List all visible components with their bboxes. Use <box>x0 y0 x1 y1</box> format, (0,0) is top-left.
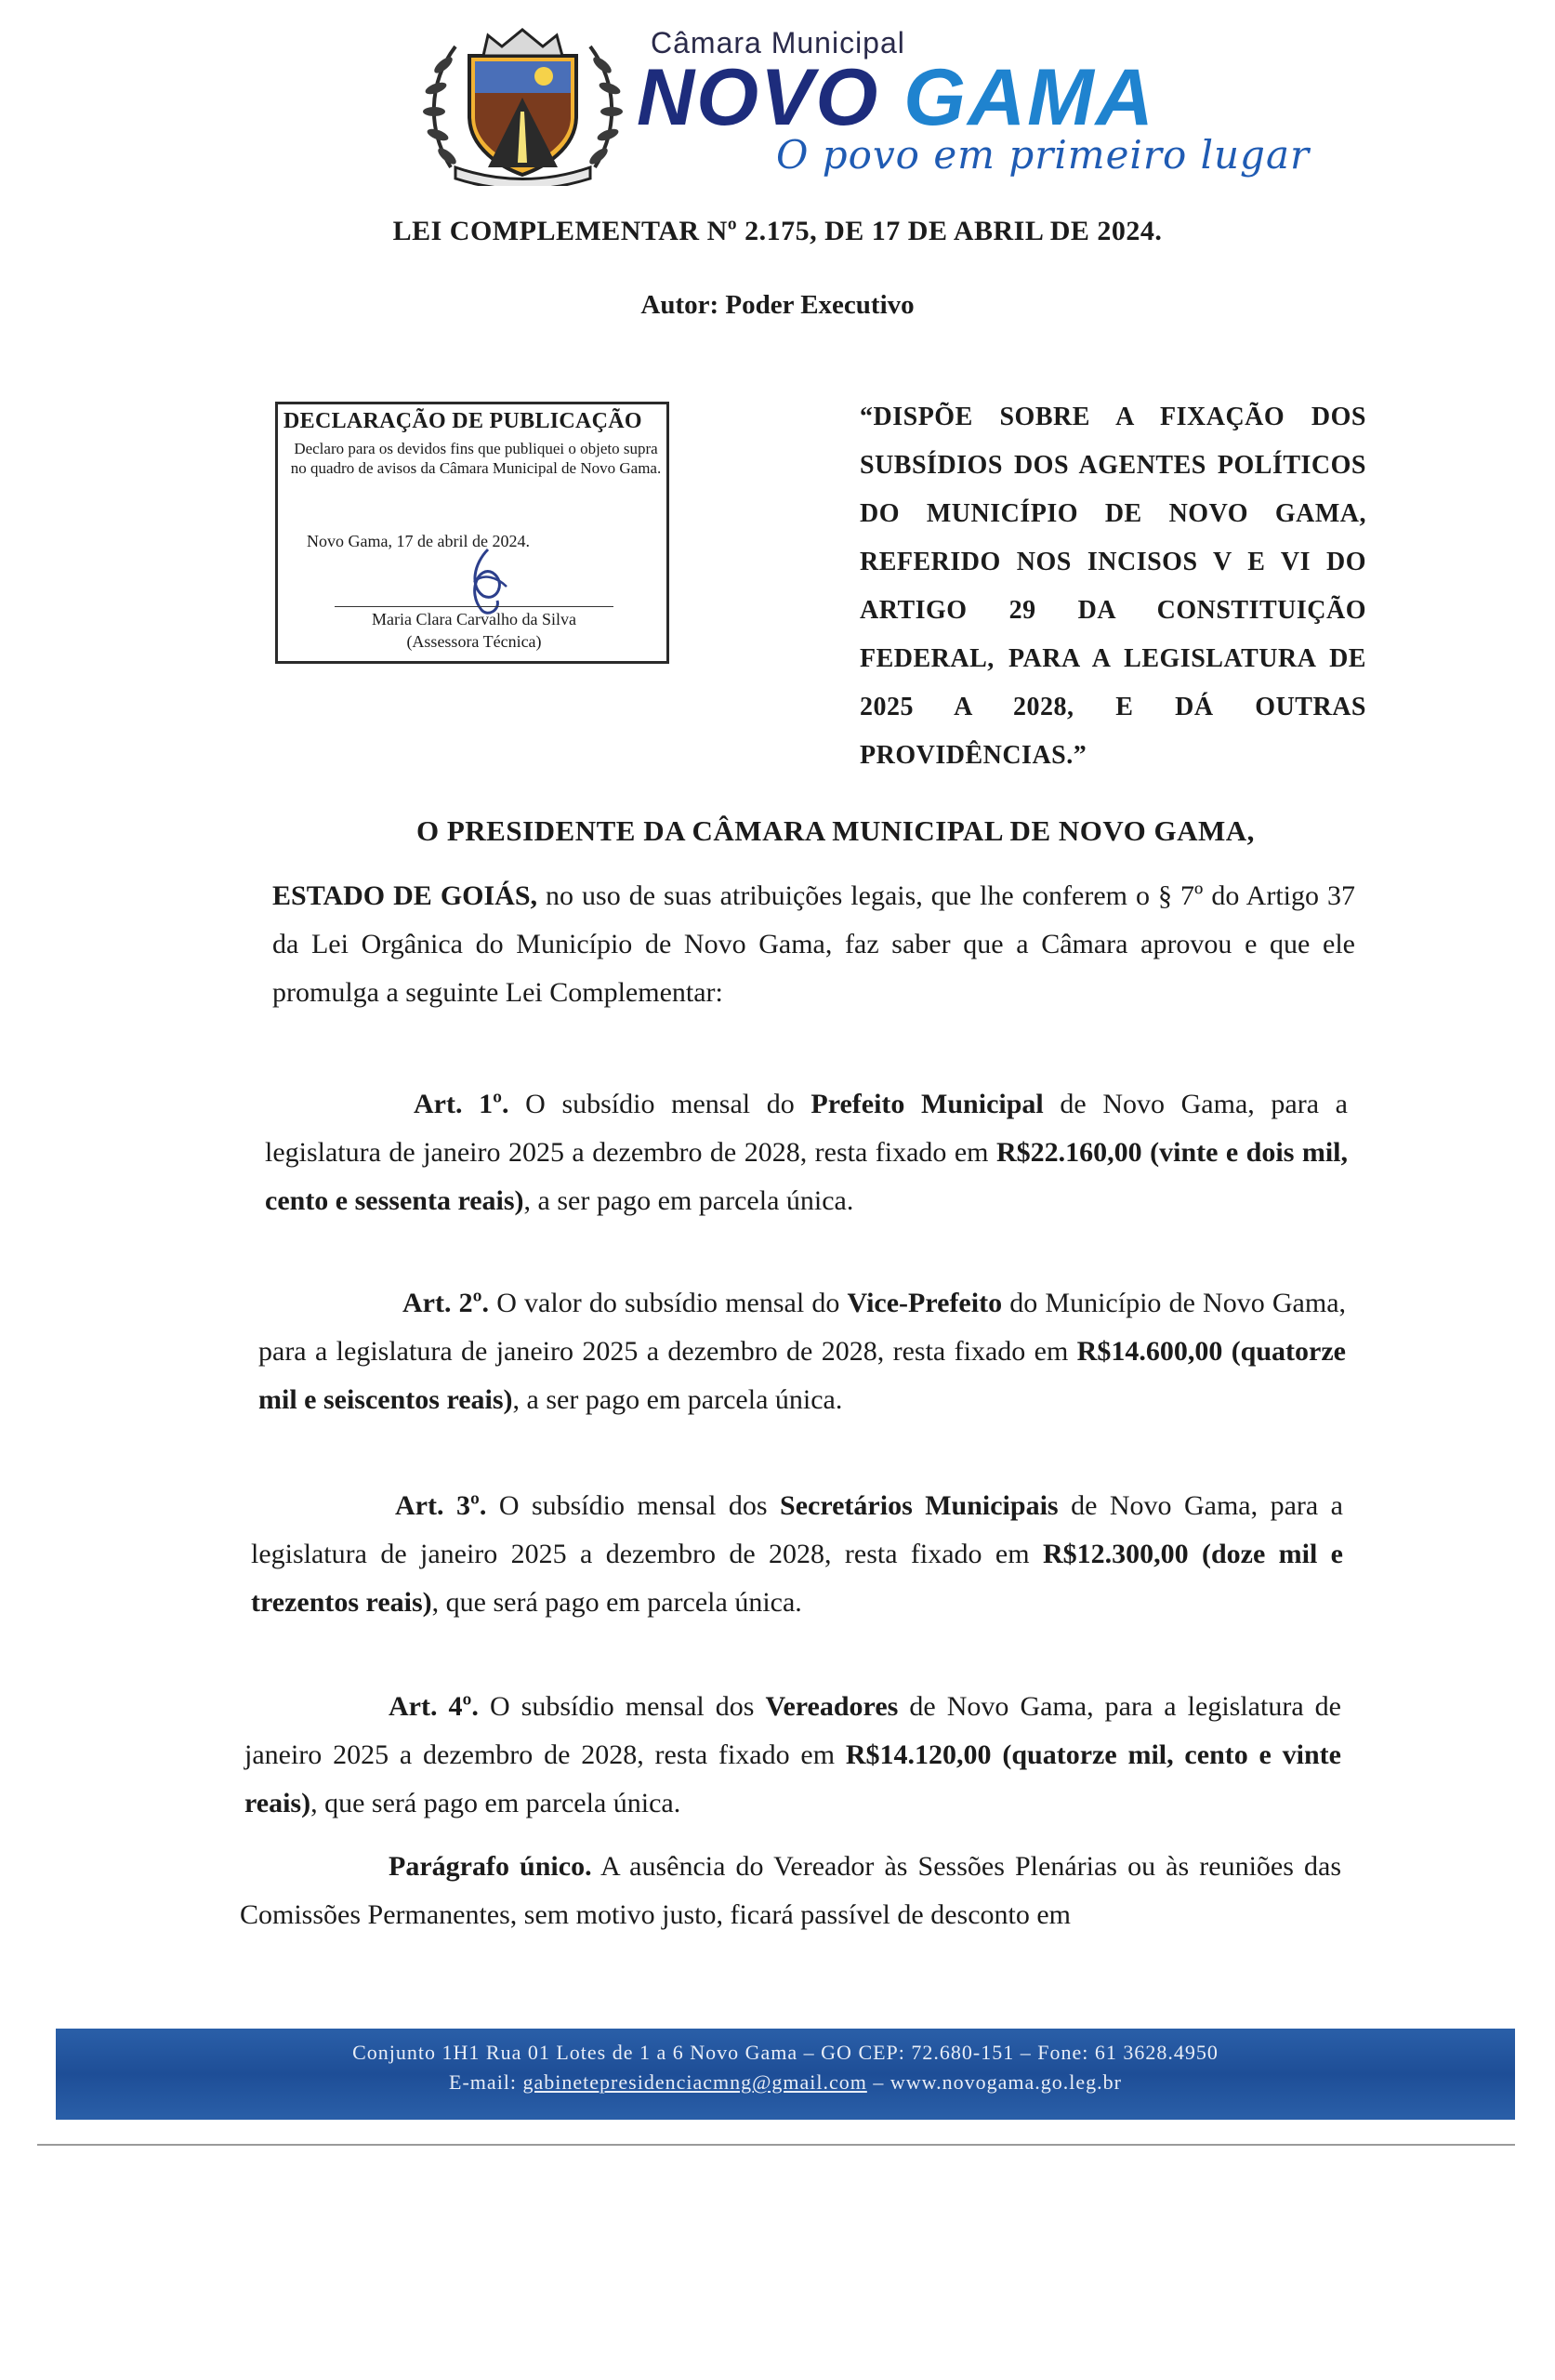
article-text: O valor do subsídio mensal do <box>489 1288 848 1318</box>
article-subject: Vice-Prefeito <box>847 1288 1003 1318</box>
article-amount: R$12.300,00 (doze mil e trezentos reais) <box>251 1539 1343 1618</box>
handwritten-signature <box>455 545 521 619</box>
declaration-date: Novo Gama, 17 de abril de 2024. <box>307 532 530 550</box>
article-text: de Novo Gama, para a legislatura de janeiro 2025 a dezembro de 2028, resta fixado em <box>251 1490 1343 1569</box>
law-author: Autor: Poder Executivo <box>640 290 915 320</box>
page-bottom-rule <box>37 2144 1515 2146</box>
article-amount: R$22.160,00 (vinte e dois mil, cento e sessenta reais) <box>265 1137 1348 1216</box>
municipal-seal-logo <box>423 28 623 186</box>
declaration-signer-role: (Assessora Técnica) <box>406 632 542 651</box>
footer-contact <box>56 2070 1515 2095</box>
article-subject: Prefeito Municipal <box>810 1089 1044 1119</box>
article-text: de Novo Gama, para a legislatura de janeiro 2025 a dezembro de 2028, resta fixado em <box>265 1089 1348 1168</box>
article-text: O subsídio mensal do <box>508 1089 811 1119</box>
article-text: do Município de Novo Gama, para a legislatura de janeiro 2025 a dezembro de 2028, resta fixado em <box>258 1288 1347 1367</box>
preamble-state: ESTADO DE GOIÁS, <box>272 880 538 911</box>
signature-line <box>335 606 613 607</box>
footer-website: – www.novogama.go.leg.br <box>866 2070 1122 2094</box>
article-text: O subsídio mensal dos <box>486 1490 781 1521</box>
brand-gama: GAMA <box>903 53 1155 142</box>
sole-paragraph <box>240 1843 1341 1939</box>
chamber-label: Câmara Municipal <box>651 26 905 60</box>
footer-address: Conjunto 1H1 Rua 01 Lotes de 1 a 6 Novo Gama – GO CEP: 72.680-151 – Fone: 61 3628.4950 <box>352 2041 1219 2064</box>
brand-wordmark <box>637 53 1155 142</box>
article-subject: Secretários Municipais <box>780 1490 1059 1521</box>
article-text: , a ser pago em parcela única. <box>523 1185 854 1216</box>
article-2 <box>258 1279 1346 1424</box>
article-label: Art. 3º. <box>395 1490 487 1521</box>
preamble-text: no uso de suas atribuições legais, que lhe conferem o § 7º do Artigo 37 da Lei Orgânica do Município de Novo Gama, faz saber que a Câmara aprovou e que ele promulga a seguinte Lei Complementar: <box>272 880 1355 1008</box>
slogan: O povo em primeiro lugar <box>776 132 1311 178</box>
article-4 <box>244 1683 1341 1828</box>
law-title: LEI COMPLEMENTAR Nº 2.175, DE 17 DE ABRIL DE 2024. <box>392 216 1163 246</box>
preamble-heading: O PRESIDENTE DA CÂMARA MUNICIPAL DE NOVO GAMA, <box>416 814 1255 847</box>
article-text: , que será pago em parcela única. <box>431 1587 802 1618</box>
article-1 <box>265 1080 1348 1225</box>
footer-email-link[interactable]: gabinetepresidenciacmng@gmail.com <box>522 2070 867 2094</box>
declaration-text: Declaro para os devidos fins que publiquei o objeto supra no quadro de avisos da Câmara Municipal de Novo Gama. <box>290 440 662 477</box>
article-text: , que será pago em parcela única. <box>310 1788 681 1818</box>
paragraph-text: A ausência do Vereador às Sessões Plenárias ou às reuniões das Comissões Permanentes, sem motivo justo, ficará passível de desconto em <box>240 1851 1341 1930</box>
article-3 <box>251 1482 1343 1627</box>
article-amount: R$14.120,00 (quatorze mil, cento e vinte reais) <box>244 1739 1341 1818</box>
article-text: O subsídio mensal dos <box>478 1691 766 1722</box>
article-label: Art. 4º. <box>389 1691 479 1722</box>
preamble-paragraph <box>272 872 1355 1017</box>
brand-novo: NOVO <box>637 53 880 142</box>
law-summary-ementa: “DISPÕE SOBRE A FIXAÇÃO DOS SUBSÍDIOS DOS AGENTES POLÍTICOS DO MUNICÍPIO DE NOVO GAMA, REFERIDO NOS INCISOS V E VI DO ARTIGO 29 DA CONSTITUIÇÃO FEDERAL, PARA A LEGISLATURA DE 2025 A 2028, E DÁ OUTRAS PROVIDÊNCIAS.” <box>860 403 1366 770</box>
footer-email-label: E-mail: <box>449 2070 523 2094</box>
declaration-signer-name: Maria Clara Carvalho da Silva <box>372 610 576 628</box>
paragraph-label: Parágrafo único. <box>389 1851 592 1882</box>
article-subject: Vereadores <box>765 1691 899 1722</box>
article-text: , a ser pago em parcela única. <box>512 1384 843 1415</box>
declaration-title: DECLARAÇÃO DE PUBLICAÇÃO <box>283 409 642 433</box>
article-text: de Novo Gama, para a legislatura de janeiro 2025 a dezembro de 2028, resta fixado em <box>244 1691 1341 1770</box>
article-amount: R$14.600,00 (quatorze mil e seiscentos reais) <box>258 1336 1346 1415</box>
article-label: Art. 1º. <box>414 1089 509 1119</box>
article-label: Art. 2º. <box>402 1288 490 1318</box>
